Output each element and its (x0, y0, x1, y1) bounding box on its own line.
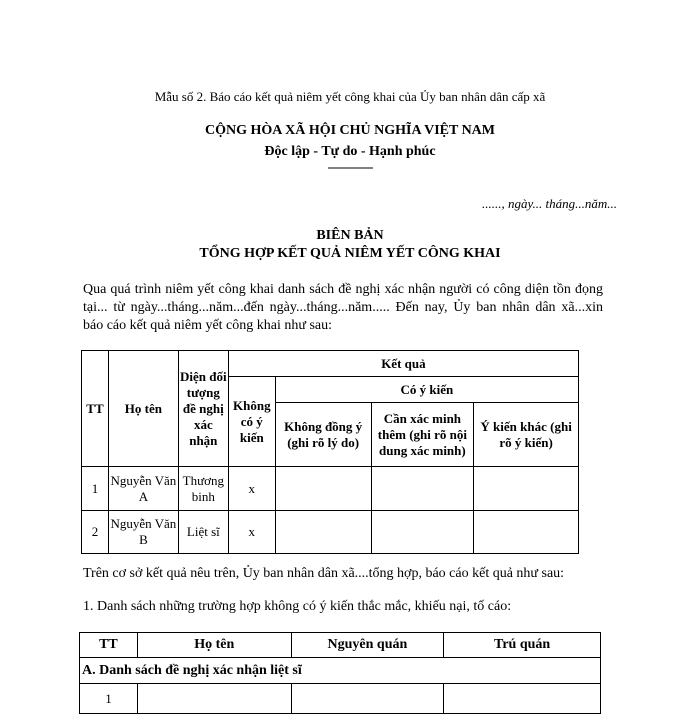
cell-category: Thương binh (178, 467, 228, 511)
col-header-category: Diện đối tượng đề nghị xác nhận (178, 351, 228, 467)
table-row (80, 684, 601, 714)
date-line: ......, ngày... tháng...năm... (481, 196, 617, 211)
cell-no-opinion: x (228, 467, 275, 511)
col-header-disagree: Không đồng ý (ghi rõ lý do) (275, 403, 371, 467)
cell-residence (444, 684, 601, 714)
after-table-paragraph: Trên cơ sở kết quả nêu trên, Ủy ban nhân dân xã....tổng hợp, báo cáo kết quả như sau: (83, 566, 565, 581)
table-row (82, 467, 579, 511)
cell-verify-more (371, 467, 474, 511)
results-table (81, 350, 579, 554)
section-a-heading: A. Danh sách đề nghị xác nhận liệt sĩ (80, 658, 601, 684)
col-header-result: Kết quả (228, 351, 578, 377)
cell-name (137, 684, 291, 714)
header-separator: --------------- (327, 160, 373, 174)
col-header-has-opinion: Có ý kiến (275, 377, 578, 403)
cell-no-opinion: x (228, 511, 275, 554)
col-header-hometown: Nguyên quán (291, 633, 444, 658)
cell-disagree (275, 467, 371, 511)
cell-name: Nguyễn Văn B (108, 511, 178, 554)
cell-disagree (275, 511, 371, 554)
national-motto: Độc lập - Tự do - Hạnh phúc (264, 144, 436, 159)
no-complaint-table (79, 632, 601, 714)
col-header-no-opinion: Không có ý kiến (228, 377, 275, 467)
col-header-tt: TT (80, 633, 138, 658)
cell-category: Liệt sĩ (178, 511, 228, 554)
cell-tt: 1 (80, 684, 138, 714)
col-header-name: Họ tên (137, 633, 291, 658)
form-title: Mẫu số 2. Báo cáo kết quả niêm yết công khai của Ủy ban nhân dân cấp xã (154, 89, 546, 104)
cell-tt: 1 (82, 467, 109, 511)
cell-name: Nguyễn Văn A (108, 467, 178, 511)
intro-paragraph: Qua quá trình niêm yết công khai danh sách đề nghị xác nhận người có công diện tồn đọng tại... từ ngày...tháng...năm...đến ngày...tháng...năm..... Đến nay, Ủy ban nhân dân xã...xin báo cáo kết quả niêm yết công khai như sau: (83, 282, 603, 333)
nation-name: CỘNG HÒA XÃ HỘI CHỦ NGHĨA VIỆT NAM (204, 123, 495, 138)
document-subtitle: TỔNG HỢP KẾT QUẢ NIÊM YẾT CÔNG KHAI (199, 246, 501, 261)
col-header-verify-more: Cần xác minh thêm (ghi rõ nội dung xác minh) (371, 403, 474, 467)
cell-hometown (291, 684, 444, 714)
col-header-name: Họ tên (108, 351, 178, 467)
cell-tt: 2 (82, 511, 109, 554)
col-header-other: Ý kiến khác (ghi rõ ý kiến) (474, 403, 579, 467)
cell-other (474, 467, 579, 511)
table-row (82, 511, 579, 554)
col-header-tt: TT (82, 351, 109, 467)
cell-other (474, 511, 579, 554)
cell-verify-more (371, 511, 474, 554)
document-title: BIÊN BẢN (316, 228, 384, 243)
col-header-residence: Trú quán (444, 633, 601, 658)
list-heading: 1. Danh sách những trường hợp không có ý kiến thắc mắc, khiếu nại, tố cáo: (83, 599, 512, 614)
